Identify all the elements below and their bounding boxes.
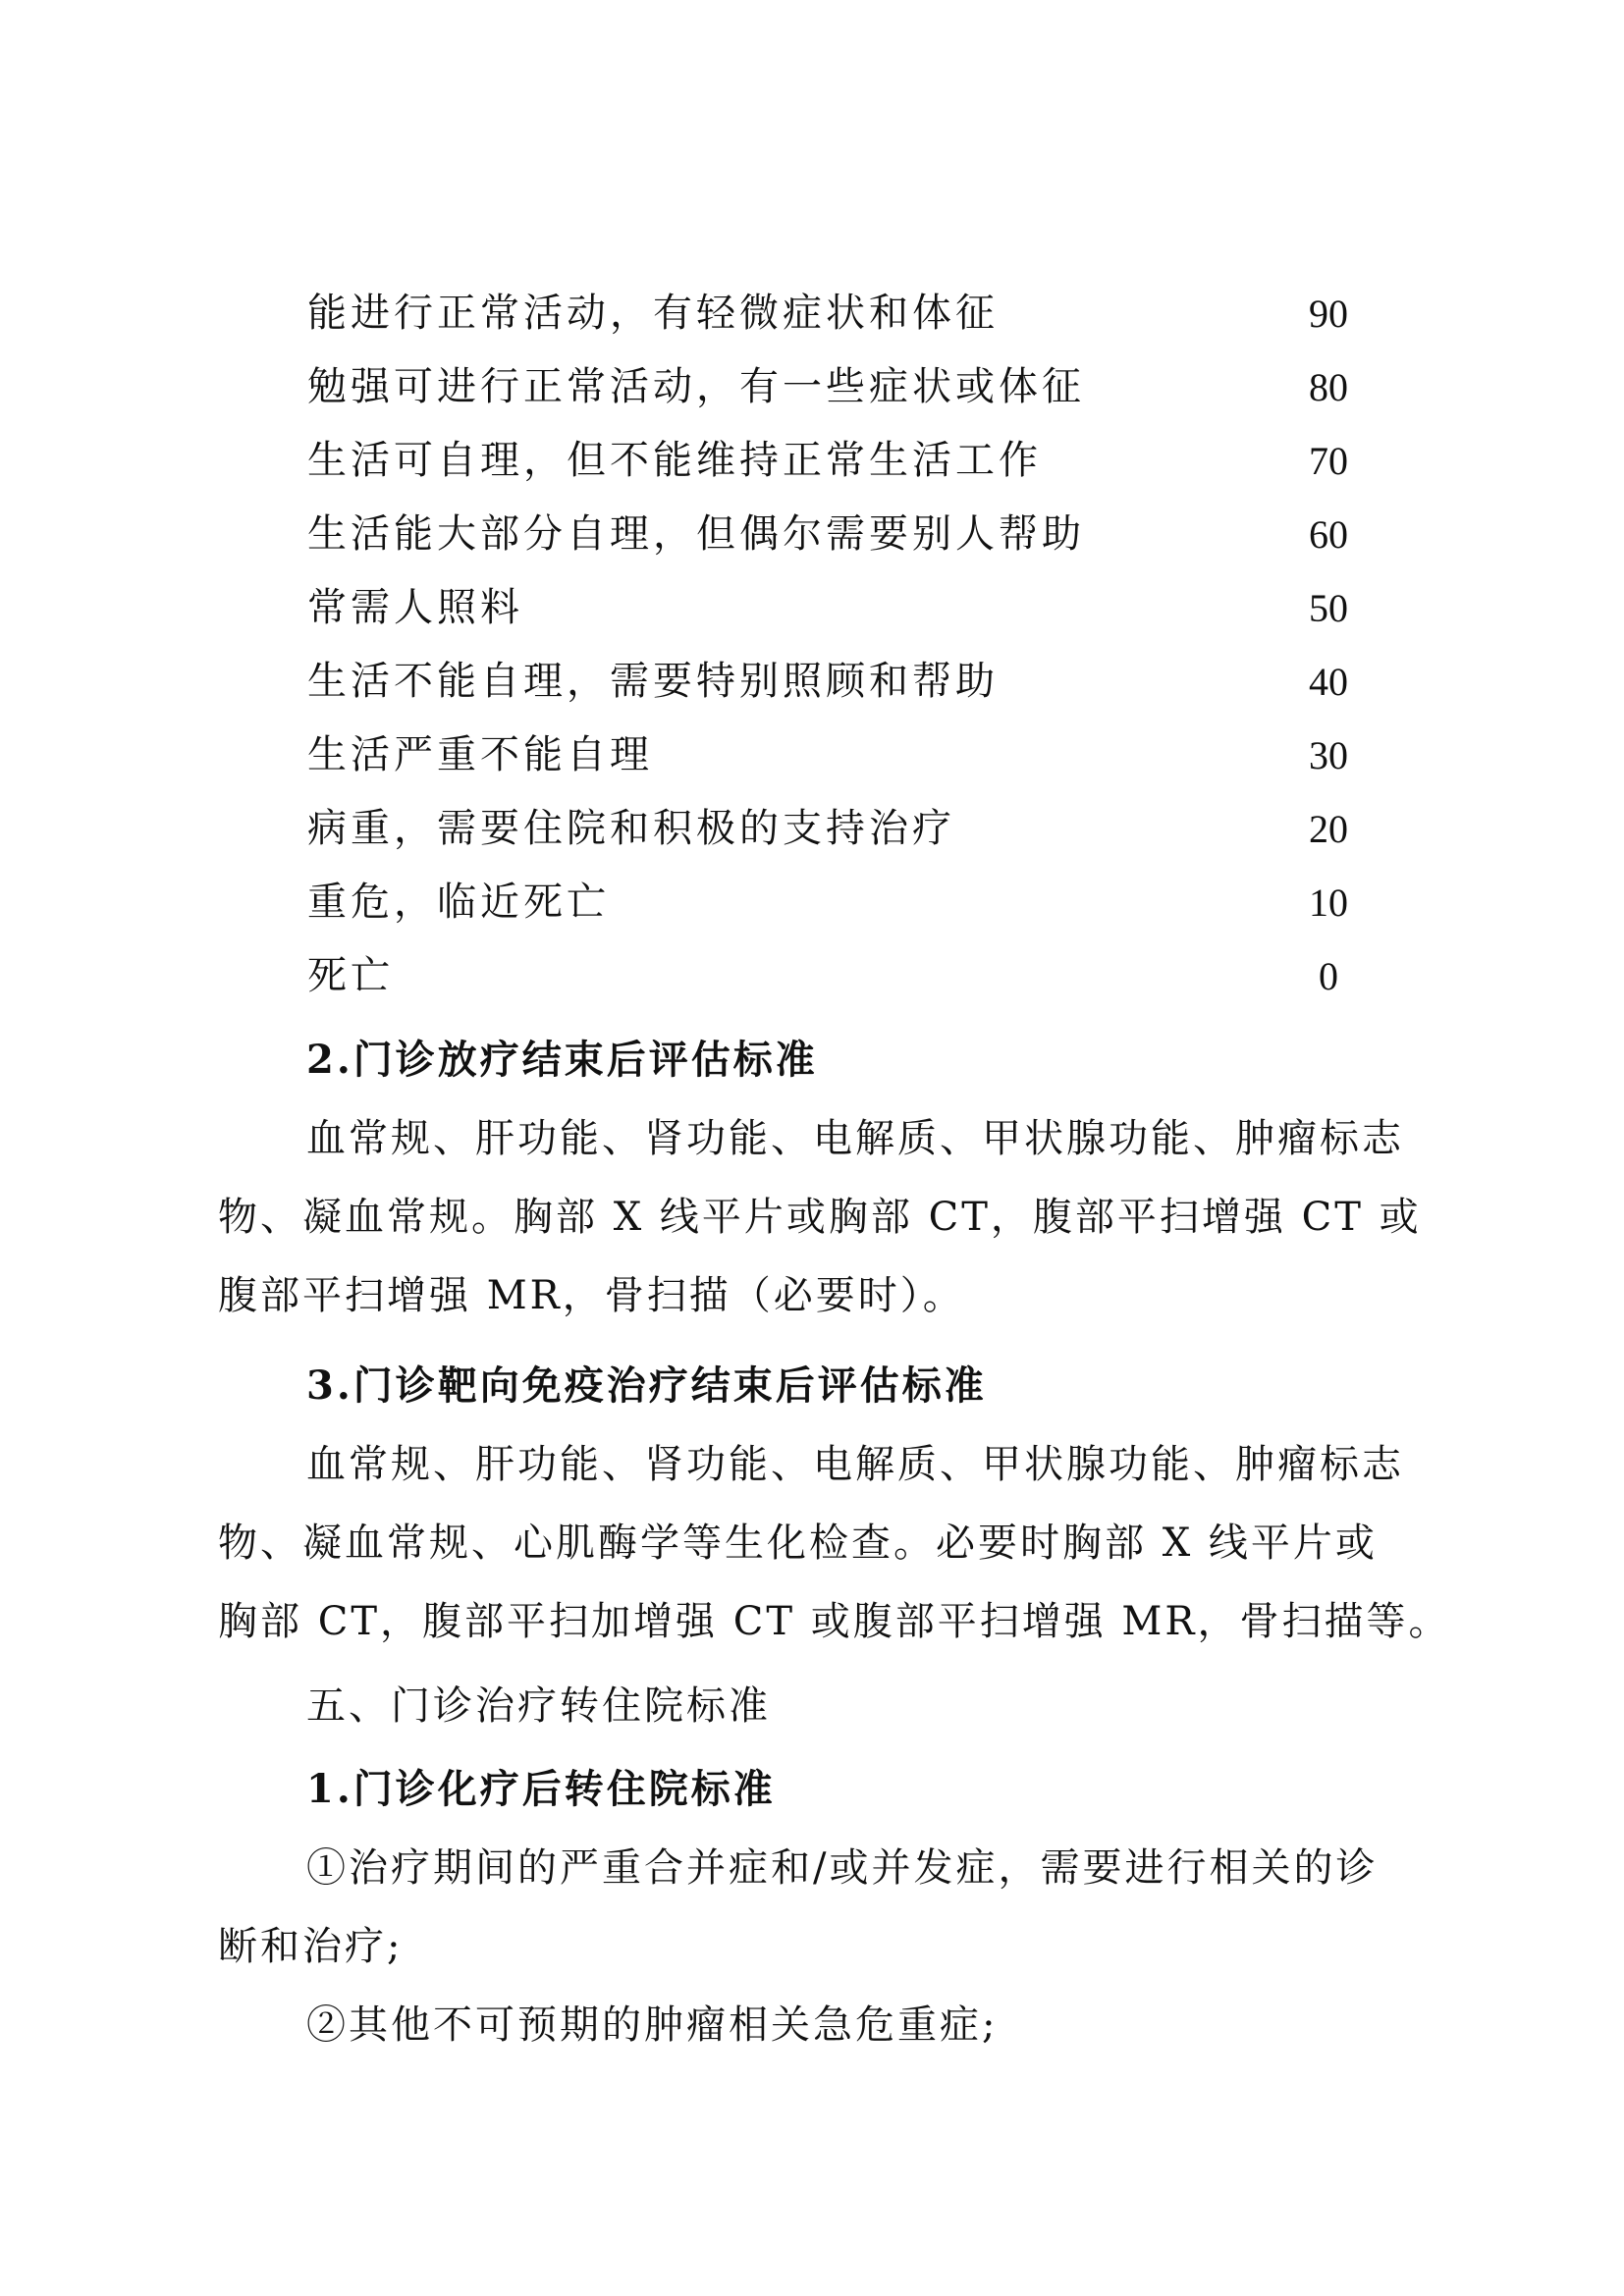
score-row xyxy=(307,866,1387,939)
item-1-line: ①治疗期间的严重合并症和/或并发症，需要进行相关的诊 xyxy=(306,1845,1379,1891)
section-2 xyxy=(218,1021,1426,1335)
score-value: 90 xyxy=(1309,292,1348,336)
score-row xyxy=(307,277,1387,350)
section-3-heading: 3.门诊靶向免疫治疗结束后评估标准 xyxy=(306,1362,987,1409)
section-5-1 xyxy=(218,1750,1426,2064)
score-value: 70 xyxy=(1309,439,1348,483)
section-5-1-item-2 xyxy=(218,1986,1426,2064)
score-value: 40 xyxy=(1309,660,1348,704)
score-value: 60 xyxy=(1309,512,1348,557)
score-description: 生活可自理，但不能维持正常生活工作 xyxy=(307,438,1042,483)
score-description: 重危，临近死亡 xyxy=(307,880,610,925)
score-description: 生活能大部分自理，但偶尔需要别人帮助 xyxy=(307,511,1085,557)
section-3-line: 胸部 CT，腹部平扫加增强 CT 或腹部平扫增强 MR，骨扫描等。 xyxy=(218,1599,1451,1644)
score-row xyxy=(307,424,1387,498)
section-3-line: 血常规、肝功能、肾功能、电解质、甲状腺功能、肿瘤标志 xyxy=(306,1442,1404,1487)
section-2-heading: 2.门诊放疗结束后评估标准 xyxy=(306,1037,818,1083)
score-value: 50 xyxy=(1309,586,1348,630)
score-row xyxy=(307,645,1387,719)
score-description: 生活不能自理，需要特别照顾和帮助 xyxy=(307,659,999,704)
score-description: 病重，需要住院和积极的支持治疗 xyxy=(307,806,955,851)
section-2-body xyxy=(218,1099,1426,1335)
score-value: 30 xyxy=(1309,733,1348,777)
section-2-line: 腹部平扫增强 MR，骨扫描（必要时）。 xyxy=(218,1273,965,1318)
score-value: 20 xyxy=(1309,807,1348,851)
section-2-line: 血常规、肝功能、肾功能、电解质、甲状腺功能、肿瘤标志 xyxy=(306,1116,1404,1161)
section-3-body xyxy=(218,1425,1451,1661)
item-1-line: 断和治疗; xyxy=(218,1924,404,1969)
score-description: 常需人照料 xyxy=(307,585,523,630)
score-value: 0 xyxy=(1319,954,1338,998)
score-description: 能进行正常活动，有轻微症状和体征 xyxy=(307,291,999,336)
score-row xyxy=(307,719,1387,792)
score-value: 10 xyxy=(1309,881,1348,925)
score-description: 勉强可进行正常活动，有一些症状或体征 xyxy=(307,364,1085,409)
item-2-line: ②其他不可预期的肿瘤相关急危重症; xyxy=(306,2002,999,2048)
section-3-line: 物、凝血常规、心肌酶学等生化检查。必要时胸部 X 线平片或 xyxy=(218,1521,1378,1566)
section-5-1-heading: 1.门诊化疗后转住院标准 xyxy=(306,1766,776,1812)
score-value: 80 xyxy=(1309,365,1348,409)
section-5-1-item-1 xyxy=(218,1829,1426,1986)
section-3 xyxy=(218,1347,1451,1661)
score-description: 死亡 xyxy=(307,953,394,998)
section-5 xyxy=(218,1667,1426,1745)
score-row xyxy=(307,498,1387,571)
performance-score-table xyxy=(307,277,1387,1013)
score-row xyxy=(307,571,1387,645)
score-row xyxy=(307,939,1387,1013)
score-row xyxy=(307,350,1387,424)
section-2-line: 物、凝血常规。胸部 X 线平片或胸部 CT，腹部平扫增强 CT 或 xyxy=(218,1195,1422,1240)
score-row xyxy=(307,792,1387,866)
section-5-heading: 五、门诊治疗转住院标准 xyxy=(306,1683,771,1729)
score-description: 生活严重不能自理 xyxy=(307,732,653,777)
